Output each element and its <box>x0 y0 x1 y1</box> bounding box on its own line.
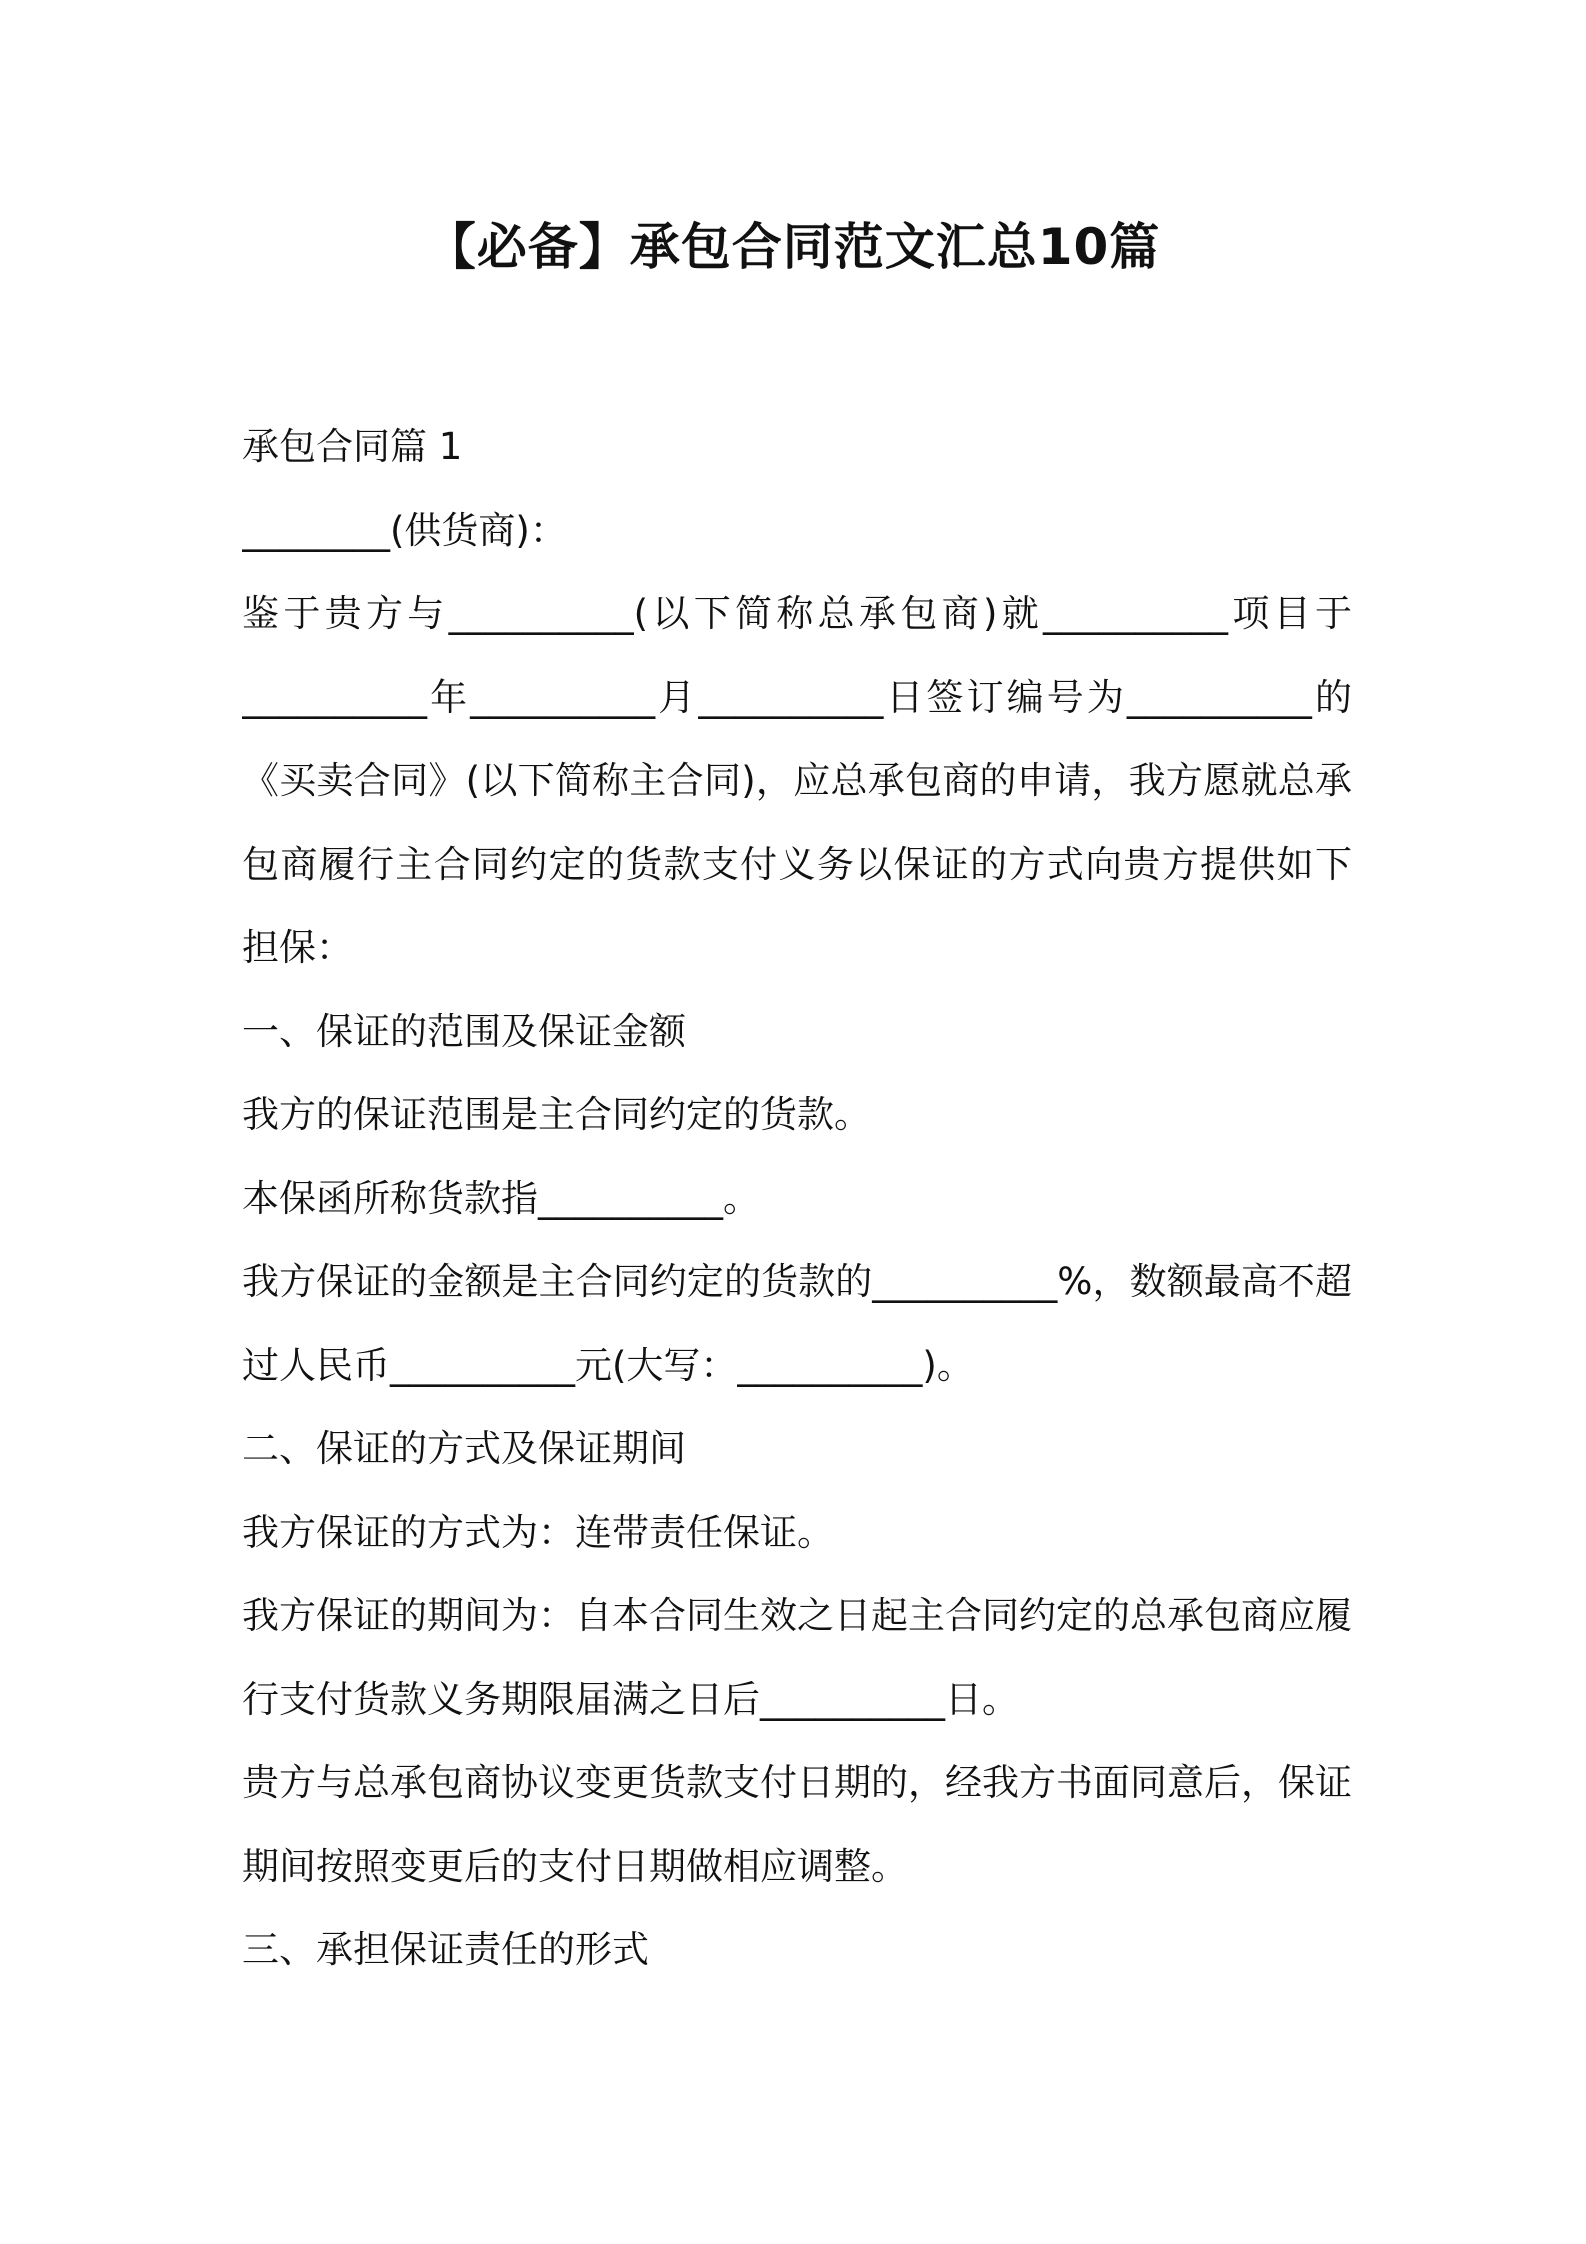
text-line: 承包合同篇 1 <box>242 425 463 468</box>
text-line: 二、保证的方式及保证期间 <box>242 1427 686 1470</box>
text-line: 担保： <box>242 926 353 969</box>
document-body <box>242 405 1352 1992</box>
text-line: 我方保证的方式为：连带责任保证。 <box>242 1510 834 1554</box>
text-line: __________年__________月__________日签订编号为__________的 <box>242 675 1352 719</box>
text-line: 我方保证的金额是主合同约定的货款的__________%，数额最高不超 <box>242 1260 1352 1303</box>
text-line: 《买卖合同》(以下简称主合同)，应总承包商的申请，我方愿就总承 <box>242 759 1352 802</box>
text-line: 本保函所称货款指__________。 <box>242 1176 760 1220</box>
text-line: 鉴于贵方与__________(以下简称总承包商)就__________项目于 <box>242 592 1352 635</box>
text-line: 我方保证的期间为：自本合同生效之日起主合同约定的总承包商应履 <box>242 1594 1352 1637</box>
text-line: ________(供货商)： <box>242 508 567 552</box>
text-line: 行支付货款义务期限届满之日后__________日。 <box>242 1677 1019 1721</box>
text-line: 我方的保证范围是主合同约定的货款。 <box>242 1093 871 1136</box>
document-title: 【必备】承包合同范文汇总10篇 <box>425 218 1161 276</box>
text-line: 贵方与总承包商协议变更货款支付日期的，经我方书面同意后，保证 <box>242 1761 1352 1804</box>
text-line: 包商履行主合同约定的货款支付义务以保证的方式向贵方提供如下 <box>242 842 1352 886</box>
text-line: 三、承担保证责任的形式 <box>242 1928 649 1971</box>
text-line: 一、保证的范围及保证金额 <box>242 1009 686 1053</box>
text-line: 期间按照变更后的支付日期做相应调整。 <box>242 1844 908 1888</box>
text-line: 过人民币__________元(大写：__________)。 <box>242 1343 974 1387</box>
